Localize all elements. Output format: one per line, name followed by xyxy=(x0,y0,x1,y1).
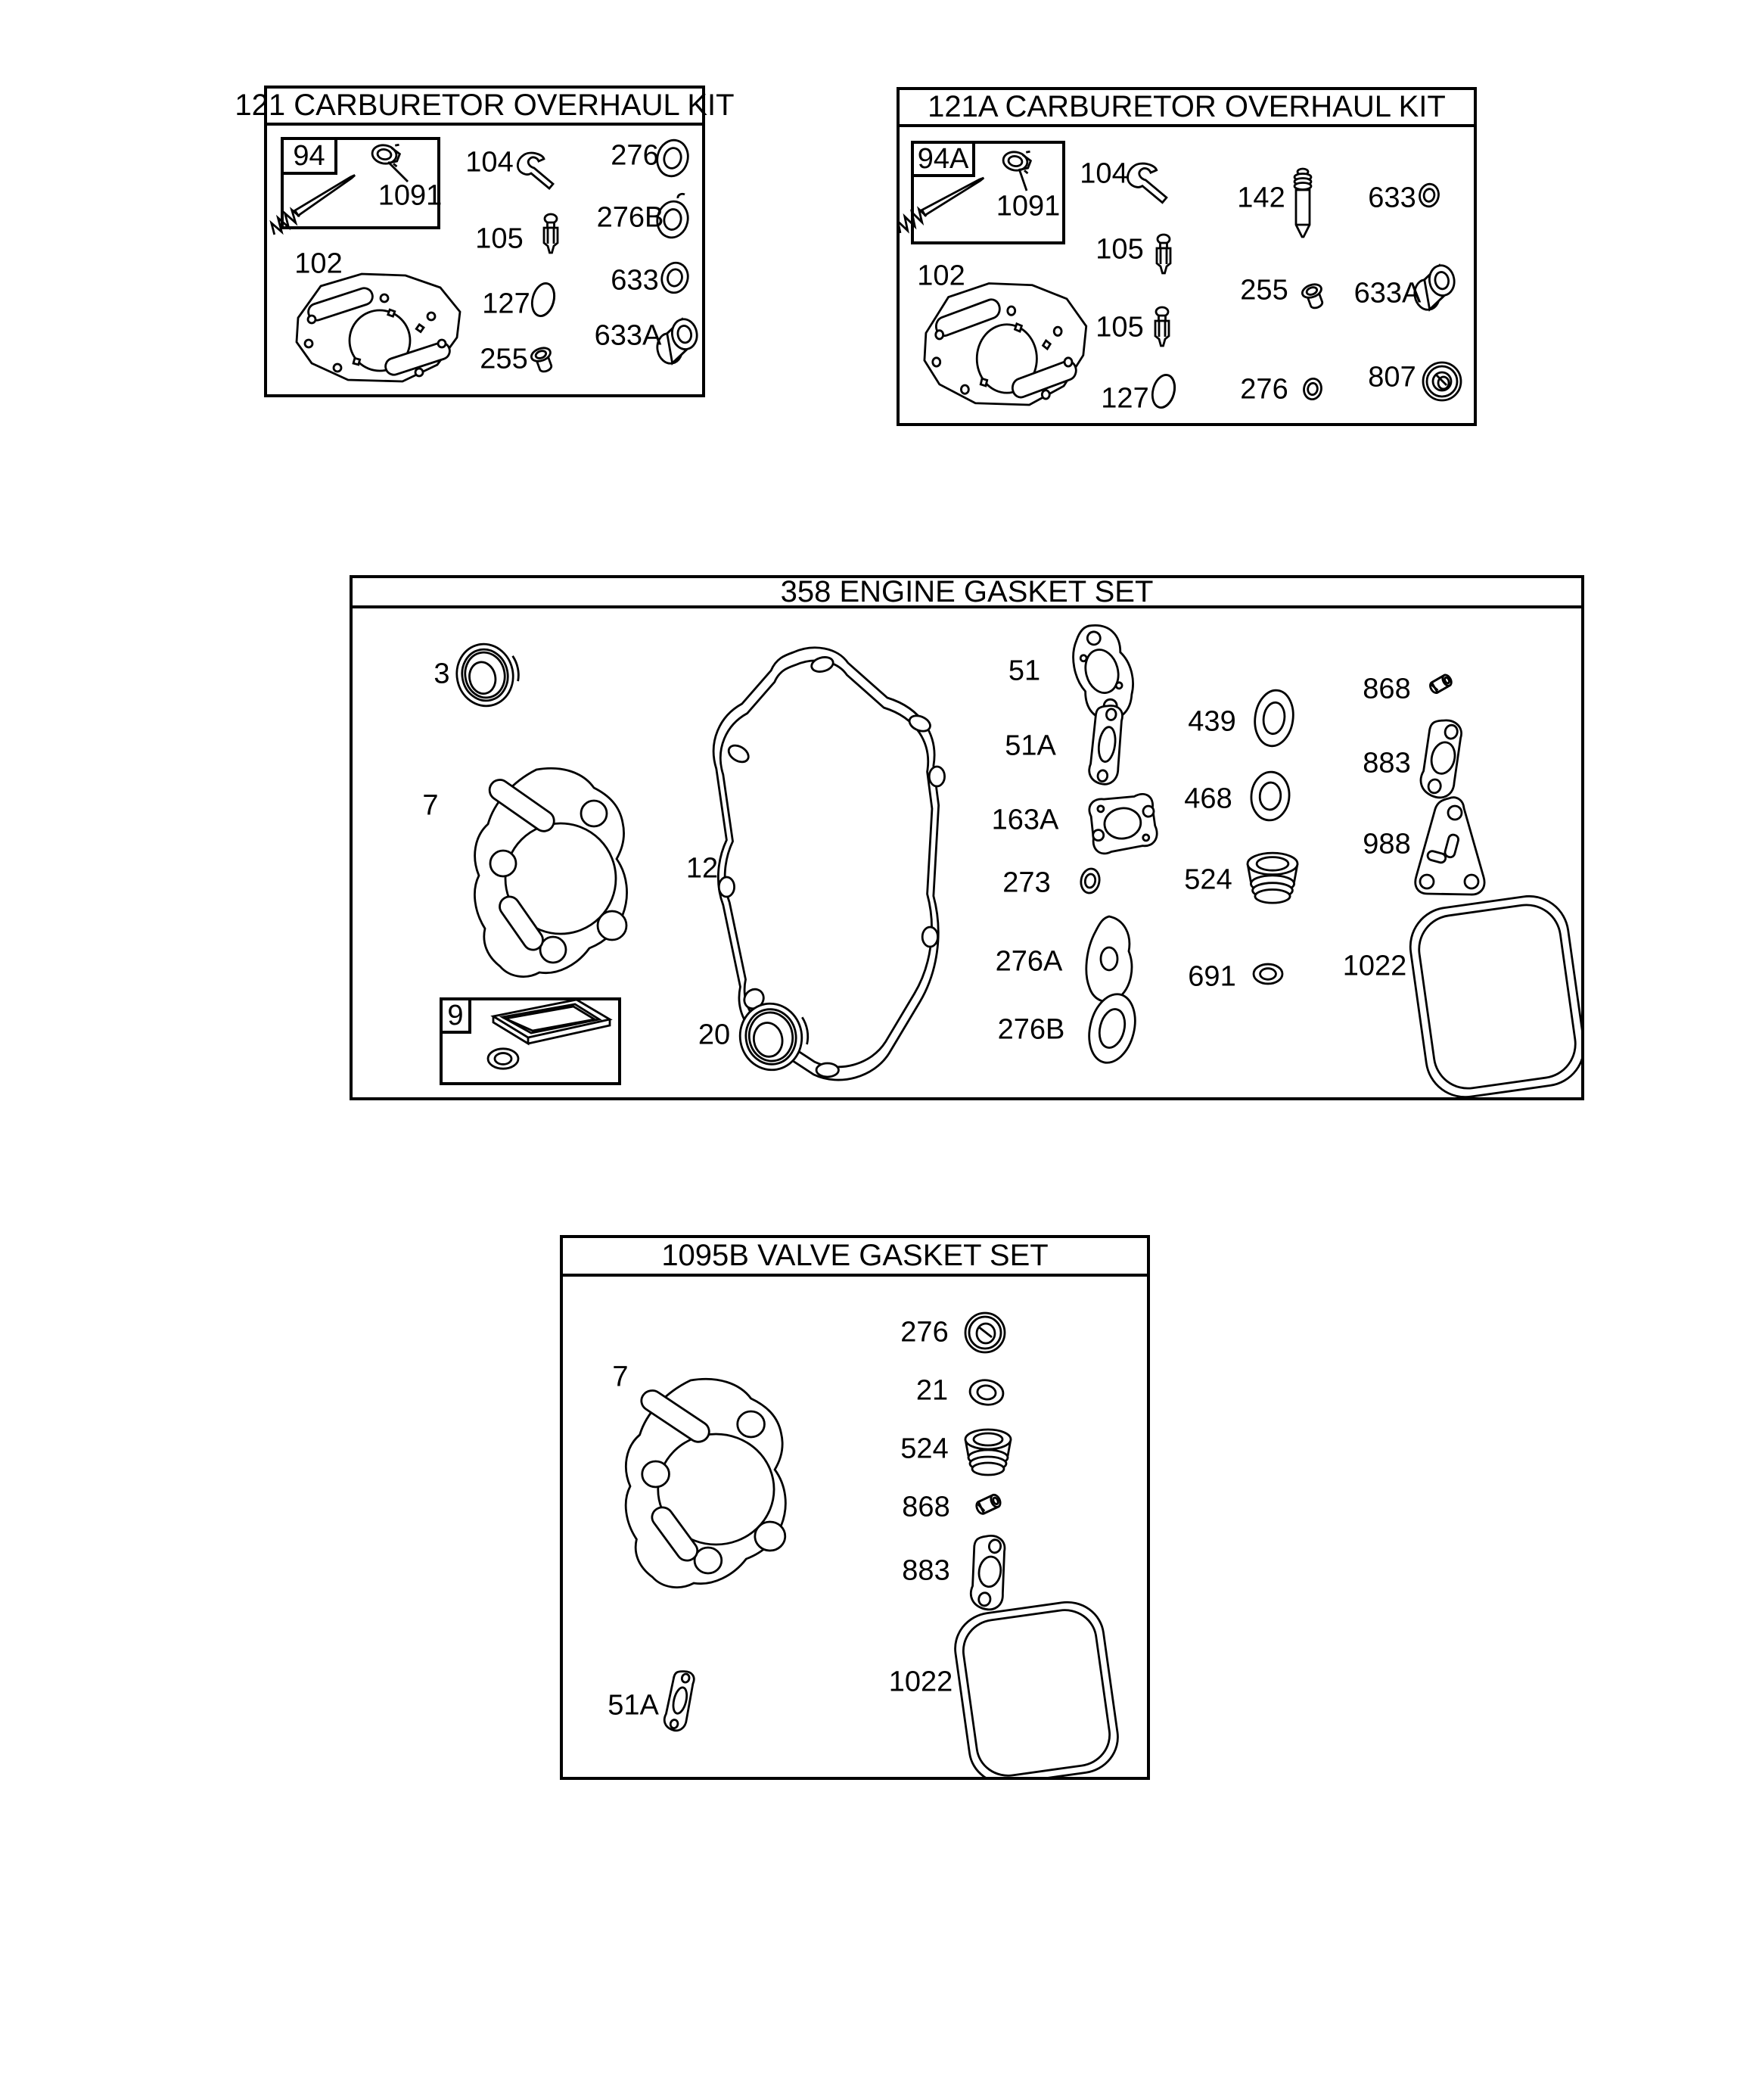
part-807-drawing xyxy=(1423,362,1461,400)
part-105a-drawing xyxy=(1157,235,1170,273)
part-label-276: 276 xyxy=(1240,373,1288,406)
part-label-1091: 1091 xyxy=(996,190,1061,222)
part-524-drawing xyxy=(965,1430,1011,1475)
part-label-633A: 633A xyxy=(1353,277,1422,310)
subbox-9 xyxy=(440,997,621,1085)
part-524-drawing xyxy=(1248,853,1297,903)
part-988-drawing xyxy=(1416,798,1484,894)
part-102-drawing xyxy=(297,274,460,381)
part-104-drawing xyxy=(517,153,553,188)
part-label-439: 439 xyxy=(1188,705,1236,738)
subbox-94A-tag: 94A xyxy=(911,141,975,177)
part-633-drawing xyxy=(1418,182,1440,208)
part-label-3: 3 xyxy=(434,658,450,690)
part-label-273: 273 xyxy=(1002,866,1051,899)
kit-box-121A xyxy=(897,87,1477,426)
part-255-drawing xyxy=(530,346,556,375)
part-1022-drawing xyxy=(950,1598,1122,1777)
part-label-807: 807 xyxy=(1368,361,1416,394)
part-label-7: 7 xyxy=(612,1361,629,1393)
part-label-468: 468 xyxy=(1184,782,1232,815)
part-7-drawing xyxy=(626,1379,785,1587)
part-label-102: 102 xyxy=(294,247,343,280)
part-label-102: 102 xyxy=(917,260,965,292)
part-105b-drawing xyxy=(1155,307,1169,346)
part-127-drawing xyxy=(529,281,558,319)
part-102-drawing xyxy=(925,284,1086,405)
part-label-276: 276 xyxy=(900,1316,949,1349)
part-label-633A: 633A xyxy=(594,319,662,352)
part-label-1022: 1022 xyxy=(888,1666,953,1698)
part-273-drawing xyxy=(1079,867,1101,894)
kit-box-1095B xyxy=(560,1235,1150,1780)
kit-title-358: 358 ENGINE GASKET SET xyxy=(353,578,1581,608)
kit-box-121 xyxy=(235,86,735,397)
part-51A-drawing xyxy=(1086,704,1127,786)
part-127-drawing xyxy=(1149,372,1178,410)
part-label-105a: 105 xyxy=(1095,233,1144,266)
part-label-127: 127 xyxy=(482,288,530,320)
part-7-drawing xyxy=(474,768,626,976)
kit-box-358 xyxy=(350,575,1584,1100)
part-276B-drawing xyxy=(1083,989,1142,1067)
part-label-104: 104 xyxy=(1080,157,1128,190)
part-label-691: 691 xyxy=(1188,960,1236,993)
part-label-51: 51 xyxy=(1008,655,1041,687)
part-label-21: 21 xyxy=(915,1374,949,1407)
part-label-12: 12 xyxy=(685,852,719,885)
part-104-drawing xyxy=(1128,163,1167,203)
part-868-drawing xyxy=(974,1493,1002,1515)
part-163A-drawing xyxy=(1087,792,1158,854)
kit-title-121: 121 CARBURETOR OVERHAUL KIT xyxy=(267,89,702,126)
part-label-105: 105 xyxy=(475,222,524,255)
part-label-868: 868 xyxy=(1363,673,1411,705)
part-276-drawing xyxy=(965,1313,1005,1352)
subbox-9-tag: 9 xyxy=(440,997,471,1034)
part-label-1091: 1091 xyxy=(378,179,443,212)
part-label-127: 127 xyxy=(1101,382,1149,415)
part-276A-drawing xyxy=(1086,916,1132,1002)
part-439-drawing xyxy=(1251,688,1297,748)
part-label-276: 276 xyxy=(611,139,659,172)
part-label-276A: 276A xyxy=(995,945,1063,978)
part-label-633: 633 xyxy=(1368,182,1416,214)
part-label-524: 524 xyxy=(900,1433,949,1465)
part-label-868: 868 xyxy=(902,1491,950,1523)
part-label-524: 524 xyxy=(1184,863,1232,896)
part-276-drawing xyxy=(653,137,691,180)
part-label-104: 104 xyxy=(465,146,514,179)
part-label-988: 988 xyxy=(1363,828,1411,860)
part-label-51A: 51A xyxy=(1005,730,1056,762)
part-label-51A: 51A xyxy=(608,1689,659,1722)
part-276-drawing xyxy=(1302,378,1322,401)
part-468-drawing xyxy=(1249,770,1291,822)
part-868-drawing xyxy=(1428,674,1453,695)
part-3-drawing xyxy=(451,638,524,711)
part-label-7: 7 xyxy=(422,789,439,822)
part-label-255: 255 xyxy=(1240,274,1288,306)
part-51A-drawing xyxy=(661,1669,698,1732)
kit-title-121A: 121A CARBURETOR OVERHAUL KIT xyxy=(900,90,1474,127)
part-883-drawing xyxy=(1414,717,1468,801)
part-105-drawing xyxy=(544,214,558,253)
part-21-drawing xyxy=(968,1378,1005,1407)
part-142-drawing xyxy=(1294,169,1311,237)
part-633-drawing xyxy=(658,260,691,295)
part-label-105b: 105 xyxy=(1095,311,1144,344)
part-label-1022: 1022 xyxy=(1342,950,1407,982)
part-label-276B: 276B xyxy=(997,1013,1065,1046)
part-255-drawing xyxy=(1301,282,1327,311)
subbox-94-tag: 94 xyxy=(281,137,337,175)
part-label-163A: 163A xyxy=(991,804,1059,836)
part-883-drawing xyxy=(966,1533,1012,1611)
part-label-142: 142 xyxy=(1237,182,1285,214)
part-label-255: 255 xyxy=(480,343,528,375)
part-1022-drawing xyxy=(1405,891,1581,1097)
part-276B-tab xyxy=(678,194,685,198)
part-label-883: 883 xyxy=(902,1554,950,1587)
part-label-633: 633 xyxy=(611,264,659,297)
kit-title-1095B: 1095B VALVE GASKET SET xyxy=(563,1238,1147,1277)
part-691-drawing xyxy=(1254,964,1282,984)
part-label-20: 20 xyxy=(698,1019,731,1051)
part-label-276B: 276B xyxy=(596,201,664,234)
part-label-883: 883 xyxy=(1363,747,1411,779)
